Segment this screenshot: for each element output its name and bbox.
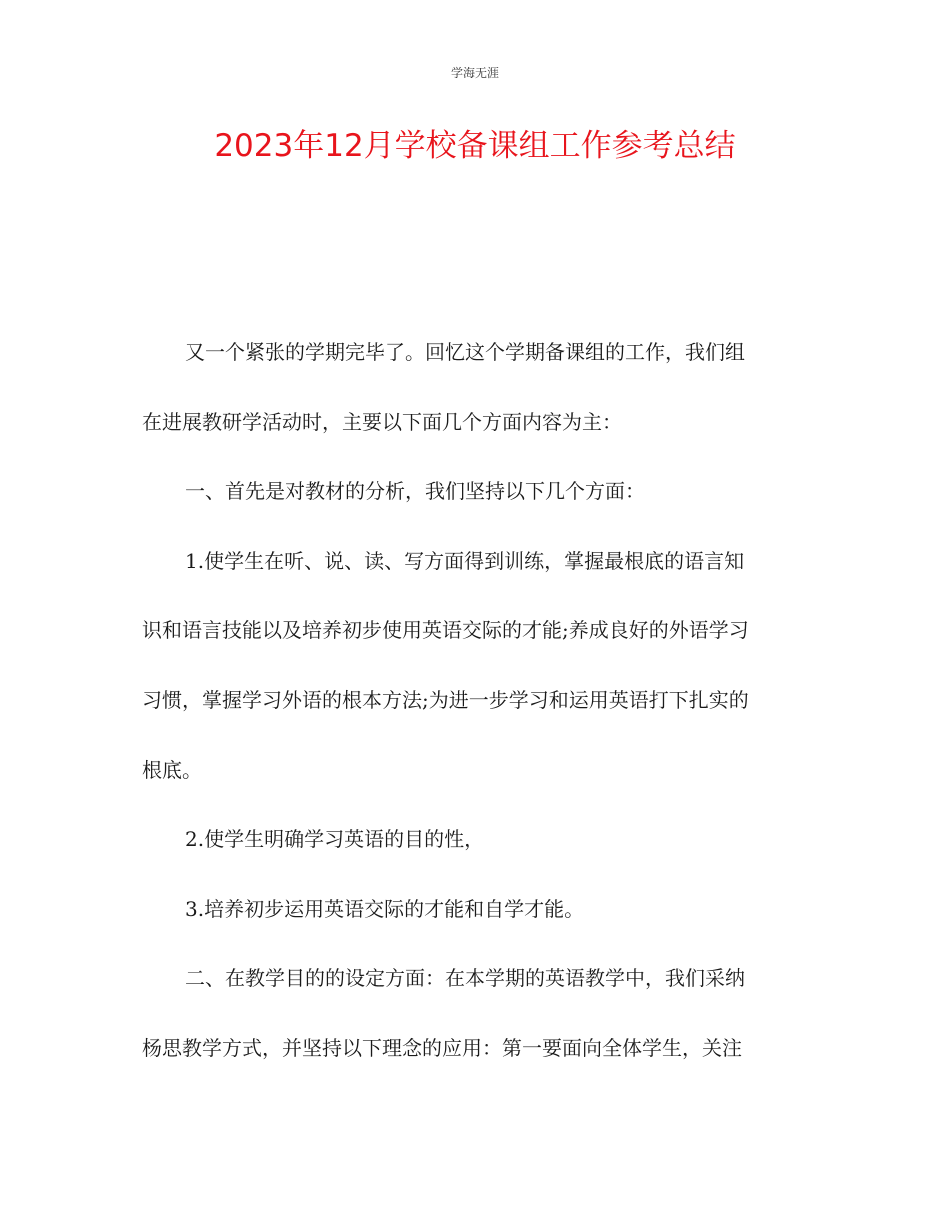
paragraph-intro — [142, 318, 810, 457]
text-line: 二、在教学目的的设定方面：在本学期的英语教学中，我们采纳 — [185, 966, 745, 991]
text-line: 又一个紧张的学期完毕了。回忆这个学期备课组的工作，我们组 — [185, 340, 745, 364]
document-title: 2023年12月学校备课组工作参考总结 — [214, 128, 736, 164]
paragraph-section-two — [142, 944, 810, 1083]
text-line: 一、首先是对教材的分析，我们坚持以下几个方面： — [185, 479, 645, 504]
paragraph-section-one — [142, 457, 810, 527]
text-line: 根底。 — [142, 757, 202, 782]
text-line: 习惯，掌握学习外语的根本方法;为进一步学习和运用英语打下扎实的 — [142, 687, 749, 712]
paragraph-item-1 — [142, 527, 810, 805]
text-line: 在进展教研学活动时，主要以下面几个方面内容为主： — [142, 409, 622, 434]
paragraph-item-3 — [142, 875, 810, 945]
text-line: 1.使学生在听、说、读、写方面得到训练，掌握最根底的语言知 — [185, 548, 745, 573]
page-header: 学海无涯 — [450, 66, 499, 80]
document-body — [142, 318, 810, 1084]
paragraph-item-2 — [142, 805, 810, 875]
text-line: 3.培养初步运用英语交际的才能和自学才能。 — [185, 896, 585, 921]
text-line: 识和语言技能以及培养初步使用英语交际的才能;养成良好的外语学习 — [142, 618, 749, 643]
text-line: 杨思教学方式，并坚持以下理念的应用：第一要面向全体学生，关注 — [142, 1035, 742, 1060]
text-line: 2.使学生明确学习英语的目的性， — [185, 827, 485, 852]
